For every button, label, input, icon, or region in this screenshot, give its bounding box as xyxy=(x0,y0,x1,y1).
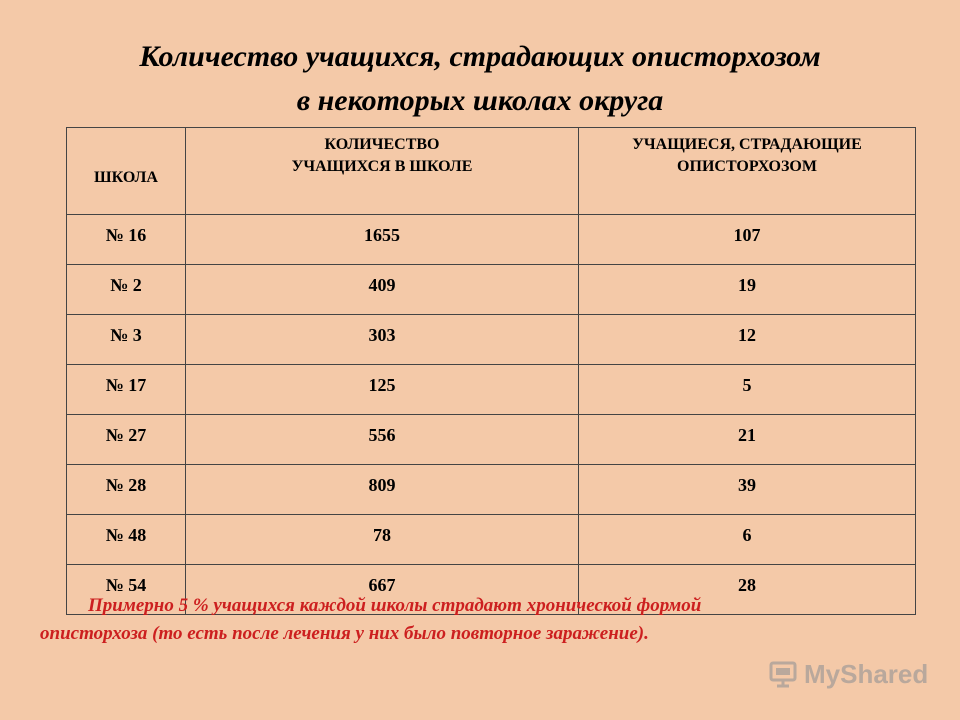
cell-ill-students: 6 xyxy=(579,515,916,565)
cell-ill-students: 39 xyxy=(579,465,916,515)
cell-student-count: 667 xyxy=(186,565,579,615)
table-row xyxy=(67,315,916,365)
header-ill-students-line-2: ОПИСТОРХОЗОМ xyxy=(677,158,817,175)
table-row xyxy=(67,465,916,515)
cell-student-count: 78 xyxy=(186,515,579,565)
header-student-count-line-1: КОЛИЧЕСТВО xyxy=(324,136,440,153)
cell-school: № 54 xyxy=(67,565,186,615)
cell-student-count: 556 xyxy=(186,415,579,465)
cell-school: № 3 xyxy=(67,315,186,365)
cell-ill-students: 28 xyxy=(579,565,916,615)
header-ill-students-line-1: УЧАЩИЕСЯ, СТРАДАЮЩИЕ xyxy=(632,136,862,153)
footnote xyxy=(40,592,920,648)
cell-ill-students: 19 xyxy=(579,265,916,315)
cell-school: № 28 xyxy=(67,465,186,515)
cell-student-count: 303 xyxy=(186,315,579,365)
title-line-1: Количество учащихся, страдающих описторхозом xyxy=(139,40,821,73)
cell-student-count: 125 xyxy=(186,365,579,415)
schools-table xyxy=(66,127,916,615)
table-row xyxy=(67,365,916,415)
footnote-line-1: Примерно 5 % учащихся каждой школы страдают хронической формой xyxy=(88,595,702,616)
cell-school: № 2 xyxy=(67,265,186,315)
table-row xyxy=(67,515,916,565)
header-ill-students xyxy=(579,128,916,215)
table-row xyxy=(67,415,916,465)
cell-student-count: 809 xyxy=(186,465,579,515)
cell-school: № 48 xyxy=(67,515,186,565)
cell-school: № 17 xyxy=(67,365,186,415)
presentation-board-icon xyxy=(768,659,798,689)
myshared-watermark xyxy=(768,656,928,692)
cell-school: № 16 xyxy=(67,215,186,265)
table-header-row xyxy=(67,128,916,215)
cell-ill-students: 21 xyxy=(579,415,916,465)
cell-school: № 27 xyxy=(67,415,186,465)
title-line-2: в некоторых школах округа xyxy=(296,84,664,117)
cell-ill-students: 12 xyxy=(579,315,916,365)
footnote-line-2: описторхоза (то есть после лечения у них было повторное заражение). xyxy=(40,623,649,644)
cell-ill-students: 107 xyxy=(579,215,916,265)
cell-student-count: 409 xyxy=(186,265,579,315)
header-student-count xyxy=(186,128,579,215)
table-row xyxy=(67,265,916,315)
header-student-count-line-2: УЧАЩИХСЯ В ШКОЛЕ xyxy=(291,158,473,175)
table-row xyxy=(67,215,916,265)
cell-ill-students: 5 xyxy=(579,365,916,415)
cell-student-count: 1655 xyxy=(186,215,579,265)
watermark-text: MyShared xyxy=(804,658,929,689)
header-school: ШКОЛА xyxy=(67,128,186,215)
